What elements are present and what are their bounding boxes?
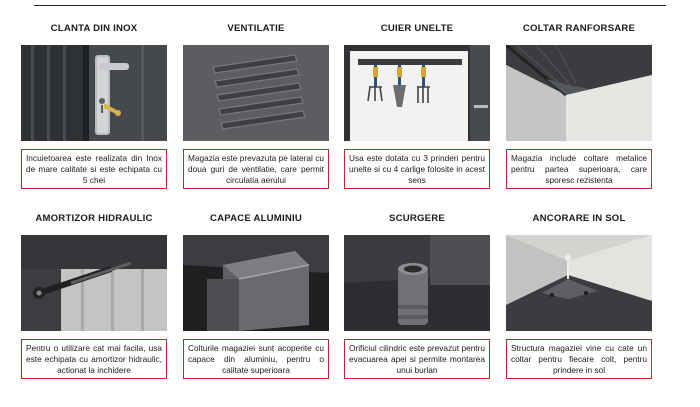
aluminium-cap-photo	[183, 235, 329, 331]
feature-title: SCURGERE	[389, 213, 445, 224]
feature-caption: Incuietoarea este realizata din Inox de mare calitate si este echipata cu 5 chei	[21, 149, 167, 189]
feature-title: VENTILATIE	[227, 23, 285, 34]
feature-title: AMORTIZOR HIDRAULIC	[35, 213, 153, 224]
tool-rack-photo	[344, 45, 490, 141]
feature-caption: Structura magaziei vine cu cate un coltar pentru fiecare colt, pentru prindere in sol	[506, 339, 652, 379]
door-handle-photo	[21, 45, 167, 141]
feature-title: CAPACE ALUMINIU	[209, 213, 302, 224]
feature-caption: Magazia este prevazuta pe lateral cu doua guri de ventilatie, care permit circulatia aerului	[183, 149, 329, 189]
drain-pipe-photo	[344, 235, 490, 331]
feature-caption: Magazia include coltare metalice pentru partea superioara, care sporesc rezistenta	[506, 149, 652, 189]
top-divider	[34, 5, 666, 6]
corner-bracket-photo	[506, 45, 652, 141]
feature-caption: Usa este dotata cu 3 prinderi pentru unelte si cu 4 carlige folosite in acest sens	[344, 149, 490, 189]
feature-title: COLTAR RANFORSARE	[522, 23, 636, 34]
ground-anchor-photo	[506, 235, 652, 331]
feature-caption: Pentru o utilizare cat mai facila, usa este echipata cu amortizor hidraulic, actionat la inchidere	[21, 339, 167, 379]
hydraulic-damper-photo	[21, 235, 167, 331]
feature-caption: Colturile magaziei sunt acoperite cu capace din aluminiu, pentru o calitate superioara	[183, 339, 329, 379]
feature-title: CLANTA DIN INOX	[50, 23, 138, 34]
vent-grille-photo	[183, 45, 329, 141]
feature-caption: Orificiul cilindric este prevazut pentru evacuarea apei si permite montarea unui burlan	[344, 339, 490, 379]
feature-title: ANCORARE IN SOL	[532, 213, 626, 224]
feature-title: CUIER UNELTE	[380, 23, 454, 34]
